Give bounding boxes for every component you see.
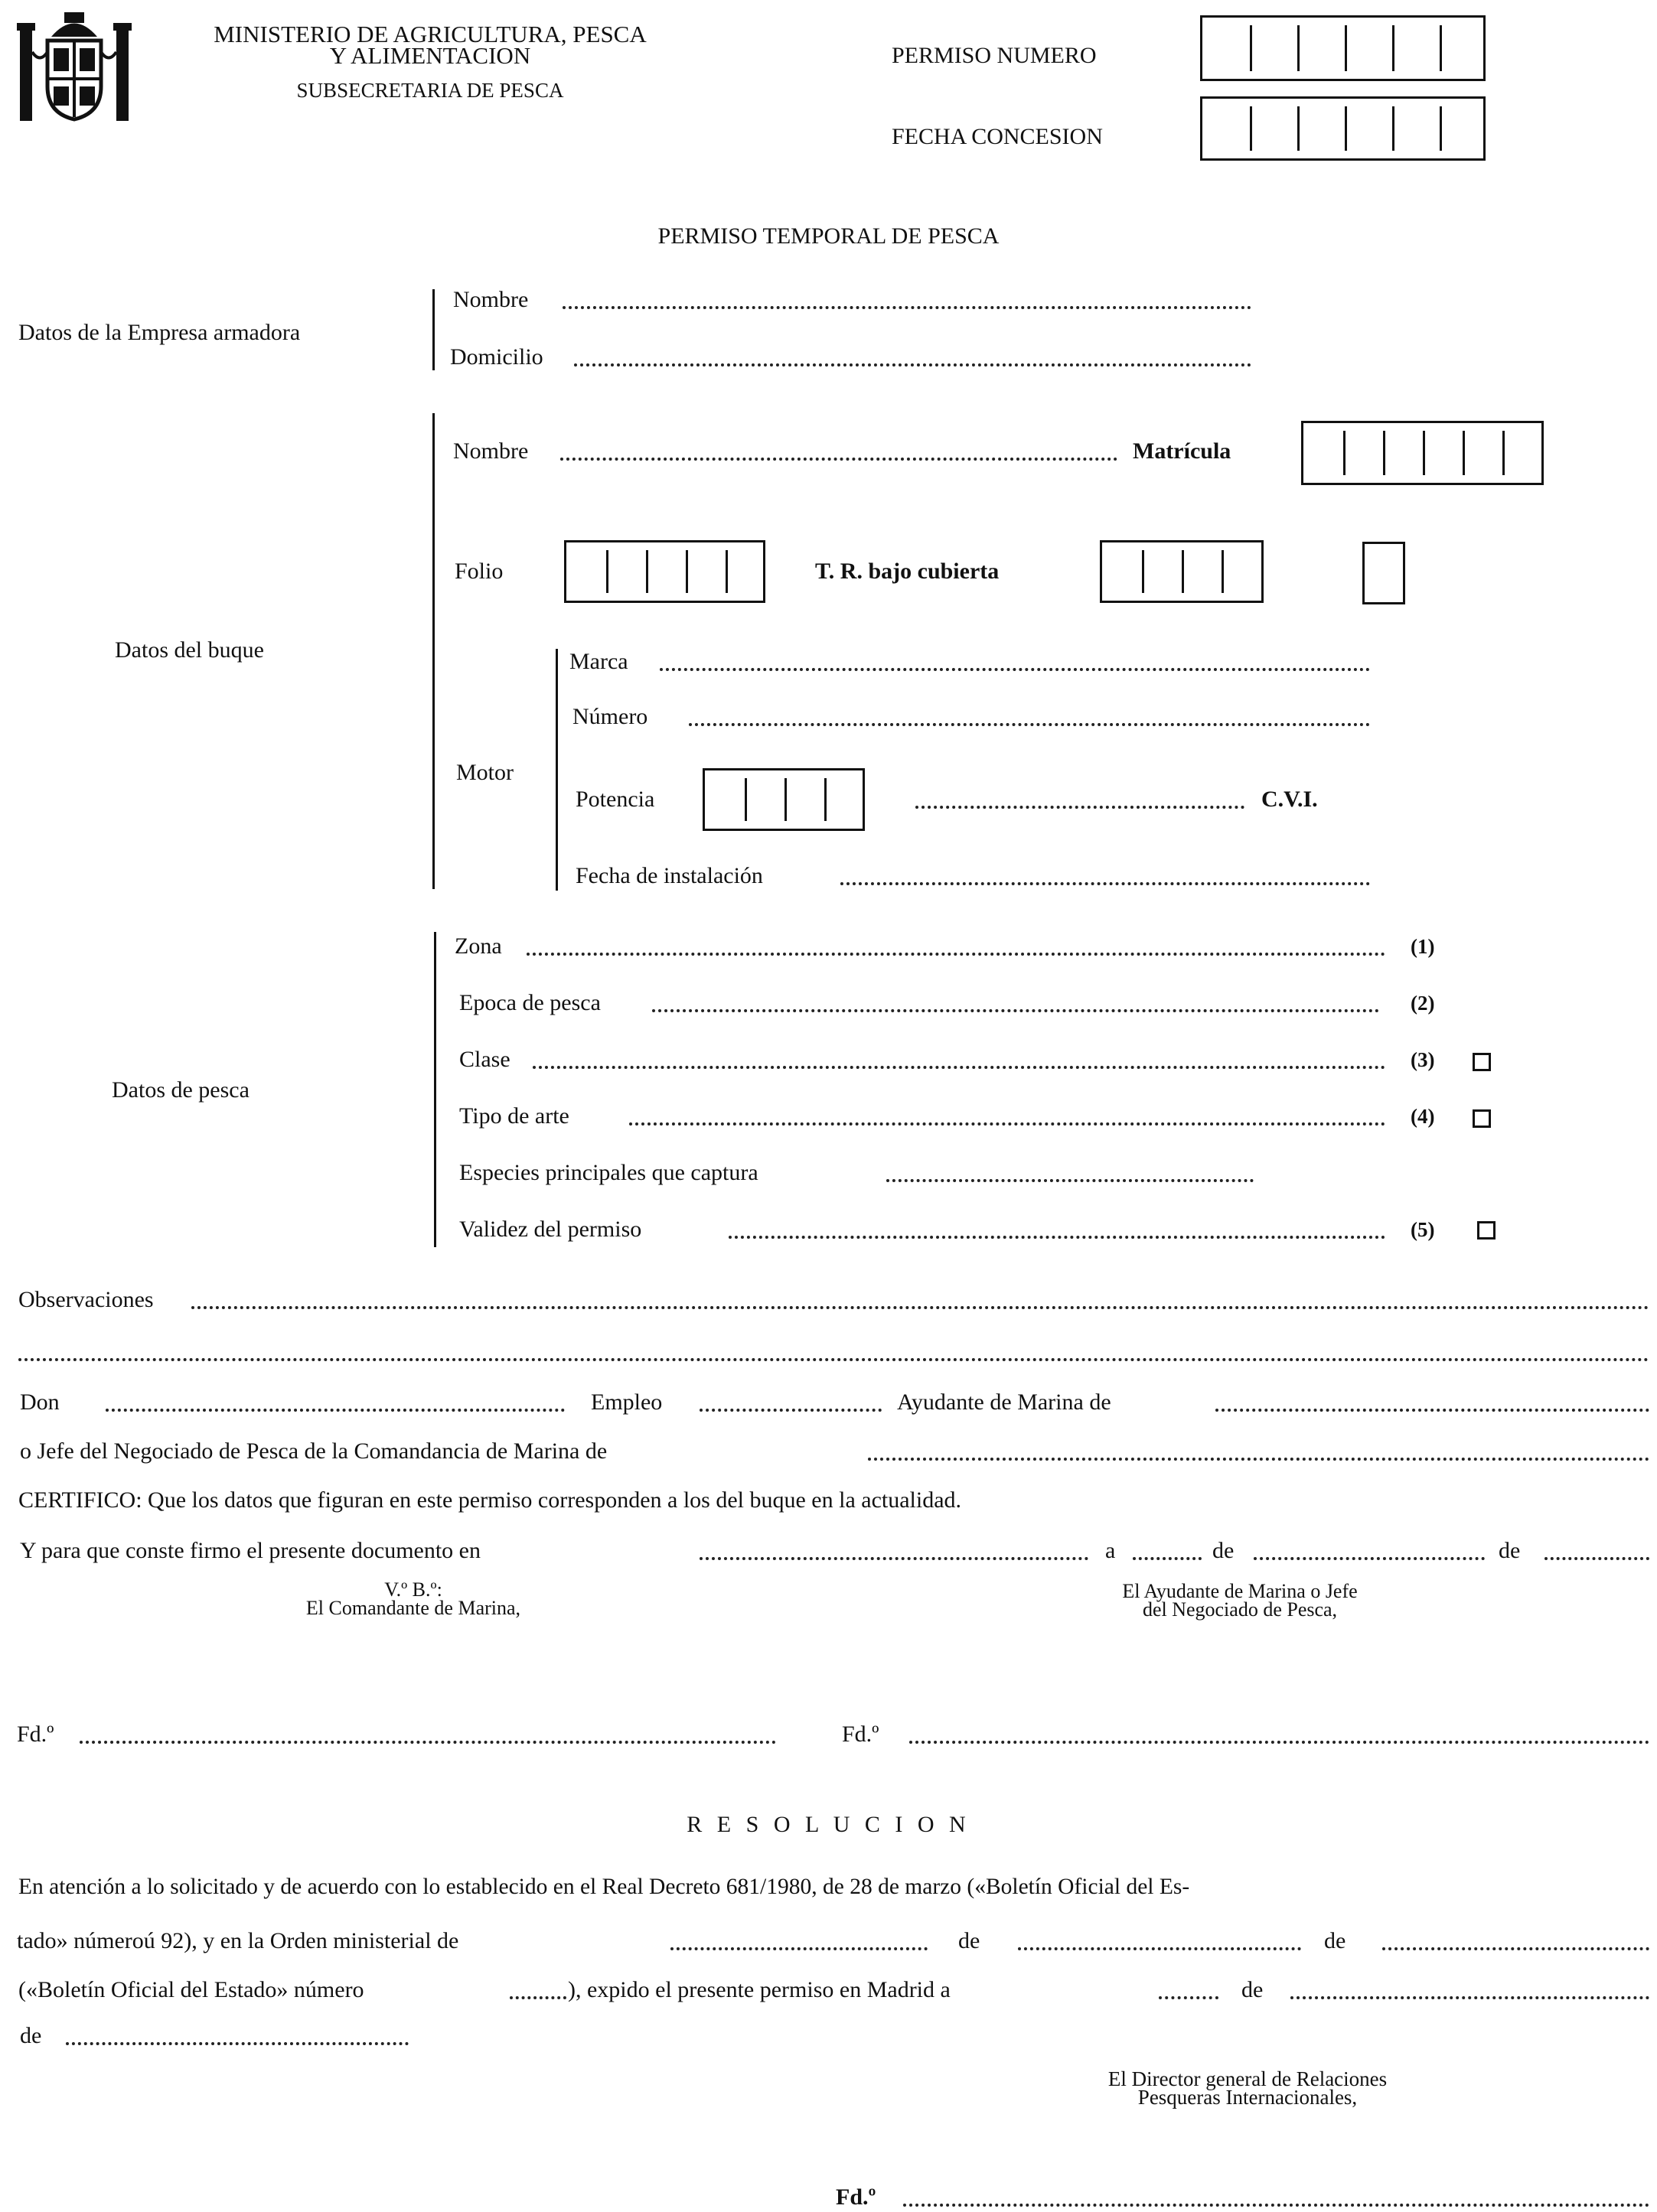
director-text-2: Pesqueras Internacionales, <box>1137 2086 1358 2109</box>
mes-field[interactable] <box>1254 1557 1485 1560</box>
buque-nombre-label: Nombre <box>453 438 529 464</box>
madrid-anio-field[interactable] <box>66 2042 409 2045</box>
validez-label: Validez del permiso <box>459 1217 642 1242</box>
resolucion-line-3a: («Boletín Oficial del Estado» número <box>18 1977 364 2002</box>
tipo-arte-field[interactable] <box>629 1122 1385 1126</box>
dia-field[interactable] <box>1133 1557 1202 1560</box>
firma-director-field[interactable] <box>903 2204 1649 2207</box>
don-label: Don <box>20 1389 60 1415</box>
buque-nombre-field[interactable] <box>560 458 1117 461</box>
potencia-label: Potencia <box>576 787 655 812</box>
fdo-label-1: Fd.º <box>17 1722 54 1747</box>
comandancia-field[interactable] <box>868 1458 1649 1461</box>
clase-field[interactable] <box>533 1066 1385 1069</box>
tr-extra-box[interactable] <box>1362 542 1405 604</box>
observaciones-field-2[interactable] <box>18 1358 1649 1361</box>
empresa-nombre-label: Nombre <box>453 287 529 312</box>
permiso-numero-boxes[interactable] <box>1200 15 1486 81</box>
fecha-concesion-boxes[interactable] <box>1200 96 1486 161</box>
epoca-label: Epoca de pesca <box>459 990 601 1015</box>
clase-checkbox[interactable] <box>1473 1053 1491 1071</box>
resolucion-line-2: tado» númeroú 92), y en la Orden ministerial de <box>17 1928 459 1953</box>
form-title: PERMISO TEMPORAL DE PESCA <box>657 223 1000 249</box>
coat-of-arms-icon <box>17 6 132 125</box>
y-para-label: Y para que conste firmo el presente documento en <box>20 1538 481 1563</box>
orden-anio-field[interactable] <box>1382 1947 1649 1950</box>
buque-section-label: Datos del buque <box>115 637 264 663</box>
vobo-text: V.º B.º: <box>384 1578 442 1601</box>
comandante-text: El Comandante de Marina, <box>305 1597 521 1619</box>
zona-note: (1) <box>1411 935 1435 958</box>
epoca-field[interactable] <box>652 1009 1379 1012</box>
potencia-boxes[interactable] <box>703 768 865 831</box>
tr-bajo-cubierta-label: T. R. bajo cubierta <box>815 559 1000 584</box>
validez-note: (5) <box>1411 1218 1435 1241</box>
firma-comandante-field[interactable] <box>80 1741 776 1744</box>
lugar-field[interactable] <box>700 1557 1088 1560</box>
permiso-numero-label: PERMISO NUMERO <box>892 43 1097 68</box>
jefe-negociado-line: o Jefe del Negociado de Pesca de la Comandancia de Marina de <box>20 1438 608 1464</box>
matricula-boxes[interactable] <box>1301 421 1544 485</box>
don-field[interactable] <box>106 1409 565 1412</box>
empresa-domicilio-label: Domicilio <box>450 344 543 370</box>
empresa-domicilio-field[interactable] <box>574 363 1251 366</box>
tipo-arte-note: (4) <box>1411 1105 1435 1128</box>
cvi-field[interactable] <box>915 806 1244 809</box>
empleo-label: Empleo <box>591 1389 663 1415</box>
firma-ayudante-field[interactable] <box>909 1741 1649 1744</box>
motor-marca-label: Marca <box>569 649 628 674</box>
resolucion-de-1: de <box>958 1928 980 1953</box>
fecha-instalacion-field[interactable] <box>840 882 1370 885</box>
motor-label: Motor <box>456 760 514 785</box>
madrid-mes-field[interactable] <box>1290 1996 1649 1999</box>
matricula-label: Matrícula <box>1133 438 1231 464</box>
folio-label: Folio <box>455 559 504 584</box>
ayudante-jefe-text-1: El Ayudante de Marina o Jefe <box>1122 1580 1358 1602</box>
fecha-concesion-label: FECHA CONCESION <box>892 124 1103 149</box>
cvi-label: C.V.I. <box>1261 787 1318 812</box>
validez-checkbox[interactable] <box>1477 1221 1496 1240</box>
subsecretaria: SUBSECRETARIA DE PESCA <box>296 79 564 102</box>
certifico-line: CERTIFICO: Que los datos que figuran en este permiso corresponden a los del buque en la actualidad. <box>18 1487 962 1513</box>
orden-dia-field[interactable] <box>670 1947 928 1950</box>
anio-field[interactable] <box>1544 1557 1649 1560</box>
especies-label: Especies principales que captura <box>459 1160 758 1185</box>
resolucion-de-3: de <box>1241 1977 1264 2002</box>
pesca-section-label: Datos de pesca <box>112 1077 250 1103</box>
folio-boxes[interactable] <box>564 540 765 603</box>
empresa-section-label: Datos de la Empresa armadora <box>18 320 301 345</box>
zona-label: Zona <box>455 933 502 959</box>
empleo-field[interactable] <box>700 1409 882 1412</box>
ayudante-marina-field[interactable] <box>1215 1409 1649 1412</box>
de-label-1: de <box>1212 1538 1235 1563</box>
ministry-line-2: Y ALIMENTACION <box>329 42 531 69</box>
boletin-numero-field[interactable] <box>510 1996 566 1999</box>
motor-marca-field[interactable] <box>660 668 1370 671</box>
resolucion-de-4: de <box>20 2023 42 2048</box>
epoca-note: (2) <box>1411 992 1435 1015</box>
orden-mes-field[interactable] <box>1018 1947 1301 1950</box>
resolucion-line-3b: ), expido el presente permiso en Madrid a <box>568 1977 951 2002</box>
validez-field[interactable] <box>729 1236 1385 1239</box>
motor-numero-field[interactable] <box>689 723 1370 726</box>
observaciones-field[interactable] <box>191 1306 1649 1309</box>
resolucion-title: R E S O L U C I O N <box>687 1812 970 1837</box>
ayudante-jefe-text-2: del Negociado de Pesca, <box>1142 1598 1338 1621</box>
director-text-1: El Director general de Relaciones <box>1107 2067 1388 2090</box>
motor-numero-label: Número <box>572 704 648 729</box>
fdo-label-2: Fd.º <box>842 1722 879 1747</box>
tipo-arte-label: Tipo de arte <box>459 1103 569 1129</box>
clase-label: Clase <box>459 1047 510 1072</box>
tr-bajo-cubierta-boxes[interactable] <box>1100 540 1264 603</box>
de-label-2: de <box>1499 1538 1521 1563</box>
clase-note: (3) <box>1411 1048 1435 1071</box>
empresa-nombre-field[interactable] <box>563 306 1251 309</box>
ministry-line-1: MINISTERIO DE AGRICULTURA, PESCA <box>214 21 647 47</box>
fdo-label-3: Fd.º <box>836 2184 876 2210</box>
a-label: a <box>1105 1538 1116 1563</box>
resolucion-line-1: En atención a lo solicitado y de acuerdo con lo establecido en el Real Decreto 681/1980, de 28 de marzo («Boletín Oficial del Es- <box>18 1875 1190 1899</box>
observaciones-label: Observaciones <box>18 1287 154 1312</box>
zona-field[interactable] <box>527 953 1385 956</box>
tipo-arte-checkbox[interactable] <box>1473 1109 1491 1128</box>
especies-field[interactable] <box>886 1179 1254 1182</box>
madrid-dia-field[interactable] <box>1159 1996 1218 1999</box>
resolucion-de-2: de <box>1324 1928 1346 1953</box>
ayudante-marina-label: Ayudante de Marina de <box>897 1389 1111 1415</box>
fecha-instalacion-label: Fecha de instalación <box>576 863 763 888</box>
